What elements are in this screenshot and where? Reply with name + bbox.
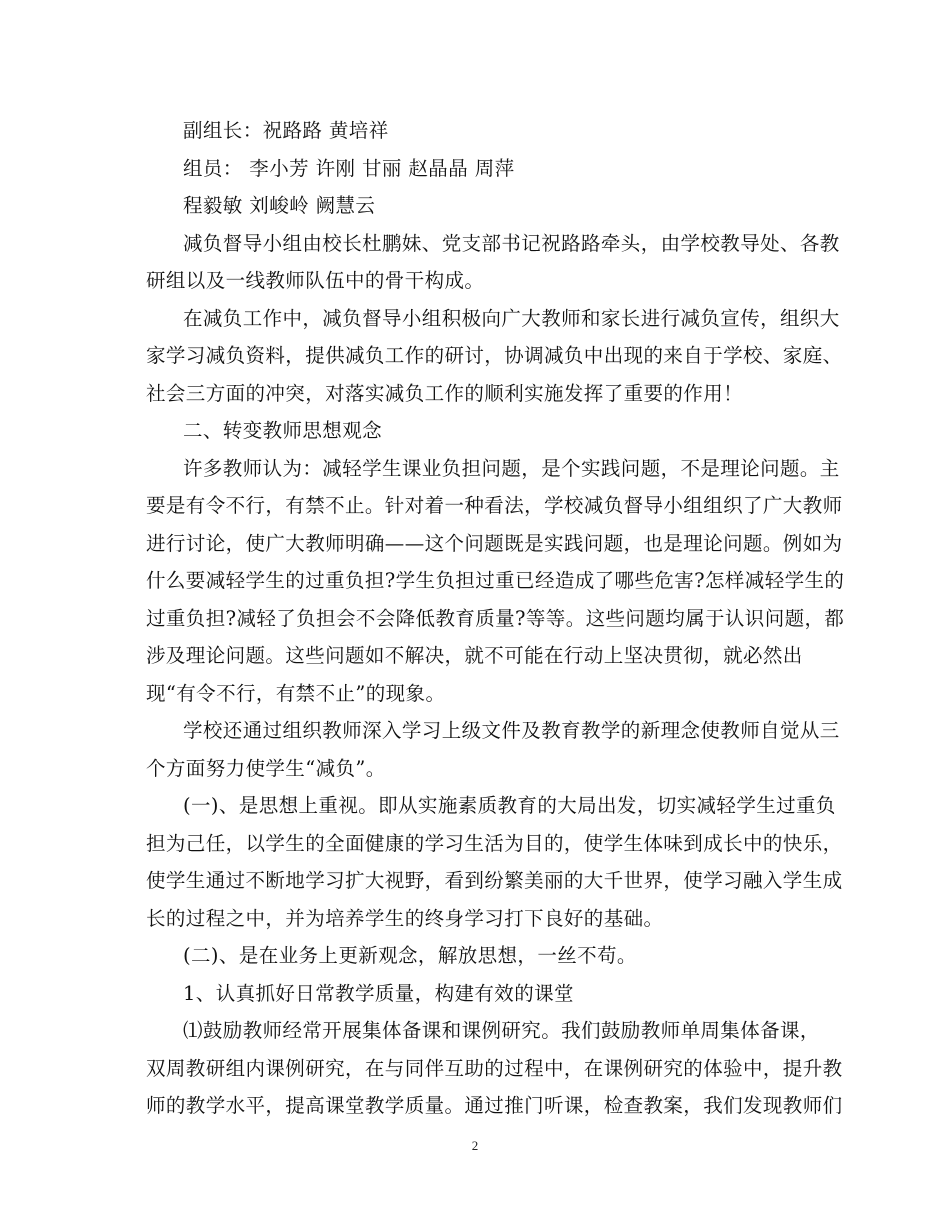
text-line: 组员： 李小芳 许刚 甘丽 赵晶晶 周萍 (183, 157, 515, 180)
text-line: 副组长：祝路路 黄培祥 (183, 119, 389, 142)
paragraph-line: 涉及理论问题。这些问题如不解决，就不可能在行动上坚决贯彻，就必然出 (146, 644, 803, 667)
paragraph-line: 在减负工作中，减负督导小组积极向广大教师和家长进行减负宣传，组织大 (183, 307, 840, 330)
paragraph-line: 进行讨论，使广大教师明确——这个问题既是实践问题，也是理论问题。例如为 (146, 532, 843, 555)
paragraph-line: 使学生通过不断地学习扩大视野，看到纷繁美丽的大千世界，使学习融入学生成 (146, 869, 843, 892)
paragraph-line: (一)、是思想上重视。即从实施素质教育的大局出发，切实减轻学生过重负 (183, 794, 836, 817)
paragraph-line: 许多教师认为：减轻学生课业负担问题，是个实践问题，不是理论问题。主 (183, 457, 840, 480)
paragraph-line: 社会三方面的冲突，对落实减负工作的顺利实施发挥了重要的作用！ (146, 382, 744, 405)
paragraph-line: 家学习减负资料，提供减负工作的研讨，协调减负中出现的来自于学校、家庭、 (146, 344, 843, 367)
paragraph-line: 担为己任，以学生的全面健康的学习生活为目的，使学生体味到成长中的快乐， (146, 832, 843, 855)
text-line: 程毅敏 刘峻岭 阙慧云 (183, 194, 376, 217)
paragraph-line: 师的教学水平，提高课堂教学质量。通过推门听课，检查教案，我们发现教师们 (146, 1094, 843, 1117)
section-heading: 二、转变教师思想观念 (183, 419, 383, 442)
paragraph-line: 过重负担?减轻了负担会不会降低教育质量?等等。这些问题均属于认识问题，都 (146, 607, 845, 630)
paragraph-line: 要是有令不行，有禁不止。针对着一种看法，学校减负督导小组组织了广大教师 (146, 494, 843, 517)
paragraph-line: 现“有令不行，有禁不止”的现象。 (146, 682, 446, 705)
paragraph-line: 减负督导小组由校长杜鹏妹、党支部书记祝路路牵头，由学校教导处、各教 (183, 232, 840, 255)
page-number: 2 (471, 1138, 479, 1153)
subsection-heading: 1、认真抓好日常教学质量，构建有效的课堂 (183, 982, 574, 1005)
paragraph-line: 研组以及一线教师队伍中的骨干构成。 (146, 269, 485, 292)
paragraph-line: 个方面努力使学生“减负”。 (146, 757, 386, 780)
paragraph-line: ⑴鼓励教师经常开展集体备课和课例研究。我们鼓励教师单周集体备课， (183, 1019, 820, 1042)
paragraph-line: 长的过程之中，并为培养学生的终身学习打下良好的基础。 (146, 907, 664, 930)
paragraph-line: 双周教研组内课例研究，在与同伴互助的过程中，在课例研究的体验中，提升教 (146, 1057, 843, 1080)
paragraph-line: 什么要减轻学生的过重负担?学生负担过重已经造成了哪些危害?怎样减轻学生的 (146, 569, 845, 592)
paragraph-line: (二)、是在业务上更新观念，解放思想，一丝不苟。 (183, 944, 637, 967)
paragraph-line: 学校还通过组织教师深入学习上级文件及教育教学的新理念使教师自觉从三 (183, 719, 840, 742)
